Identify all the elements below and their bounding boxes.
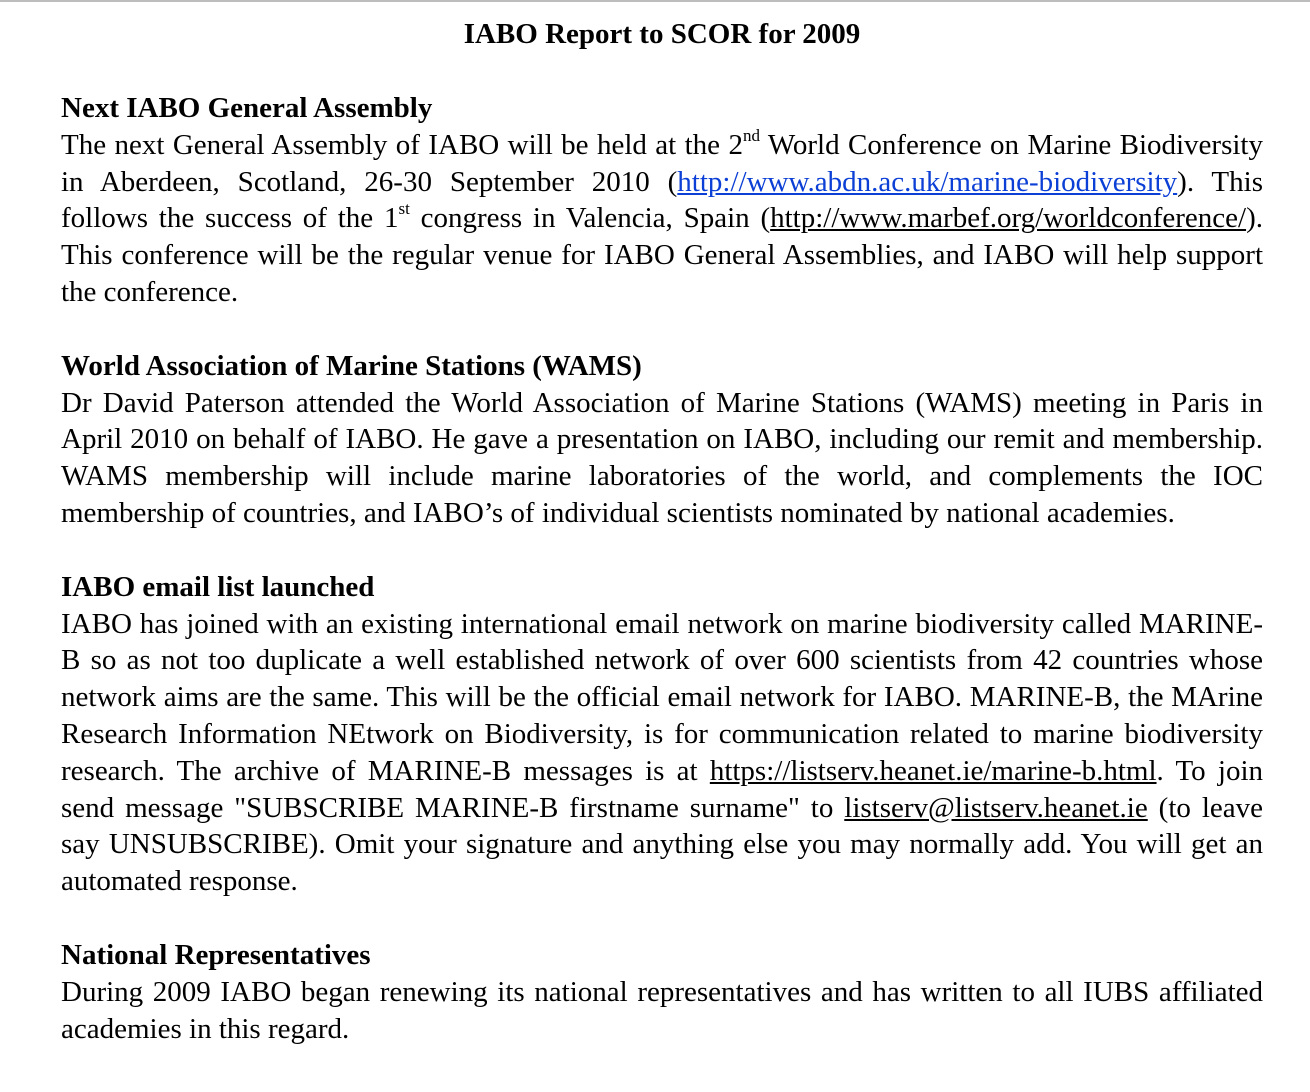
section-body-wams: Dr David Paterson attended the World Association of Marine Stations (WAMS) meeting in Paris in April 2010 on behalf of IABO. He gave a presentation on IABO, including our remit and membership. WAMS membership will include marine laboratories of the world, and complements the IOC membership of countries, and IABO’s of individual scientists nominated by national academies.	[61, 386, 1263, 529]
section-body-email-list	[61, 606, 1263, 900]
superscript-st: st	[398, 199, 410, 219]
section-heading-general-assembly: Next IABO General Assembly	[61, 92, 433, 124]
body-text: (to leave say UNSUBSCRIBE). Omit your signature and anything else you may normally add. You will get an automated response.	[61, 791, 1263, 898]
body-text: The next General Assembly of IABO will be held at the 2	[61, 128, 743, 161]
section-wams	[61, 348, 1263, 532]
body-text: World Conference on Marine Biodiversity in Aberdeen, Scotland, 26-30 September 2010 (	[61, 128, 1263, 198]
section-general-assembly	[61, 90, 1263, 311]
section-heading-national-reps: National Representatives	[61, 938, 371, 971]
body-text: IABO has joined with an existing international email network on marine biodiversity called MARINE-B so as not too duplicate a well established network of over 600 scientists from 42 countries whose network aims are the same. This will be the official email network for IABO. MARINE-B, the MArine Research Information NEtwork on Biodiversity, is for communication related to marine biodiversity research. The archive of MARINE-B messages is at	[61, 607, 1263, 787]
page-top-rule	[0, 0, 1310, 2]
section-national-reps	[61, 937, 1263, 1047]
link-marbef-worldconference[interactable]: http://www.marbef.org/worldconference/	[770, 202, 1247, 235]
body-text: congress in Valencia, Spain (	[409, 202, 771, 235]
section-heading-wams: World Association of Marine Stations (WAMS)	[61, 349, 642, 382]
section-body-national-reps: During 2009 IABO began renewing its national representatives and has written to all IUBS affiliated academies in this regard.	[61, 975, 1263, 1045]
link-abdn-marine-biodiversity[interactable]: http://www.abdn.ac.uk/marine-biodiversity	[677, 165, 1178, 198]
document-title: IABO Report to SCOR for 2009	[463, 18, 861, 50]
body-text: . To join send message "SUBSCRIBE MARINE-B firstname surname" to	[61, 754, 1263, 824]
body-text: ). This follows the success of the 1	[61, 165, 1263, 235]
body-text: ). This conference will be the regular venue for IABO General Assemblies, and IABO will help support the conference.	[61, 202, 1263, 308]
link-listserv-archive[interactable]: https://listserv.heanet.ie/marine-b.html	[709, 754, 1157, 787]
section-body-general-assembly	[61, 127, 1263, 311]
superscript-nd: nd	[742, 125, 760, 145]
document-page	[61, 14, 1263, 1084]
section-heading-email-list: IABO email list launched	[61, 570, 375, 603]
link-listserv-email[interactable]: listserv@listserv.heanet.ie	[844, 791, 1148, 824]
section-email-list	[61, 569, 1263, 900]
